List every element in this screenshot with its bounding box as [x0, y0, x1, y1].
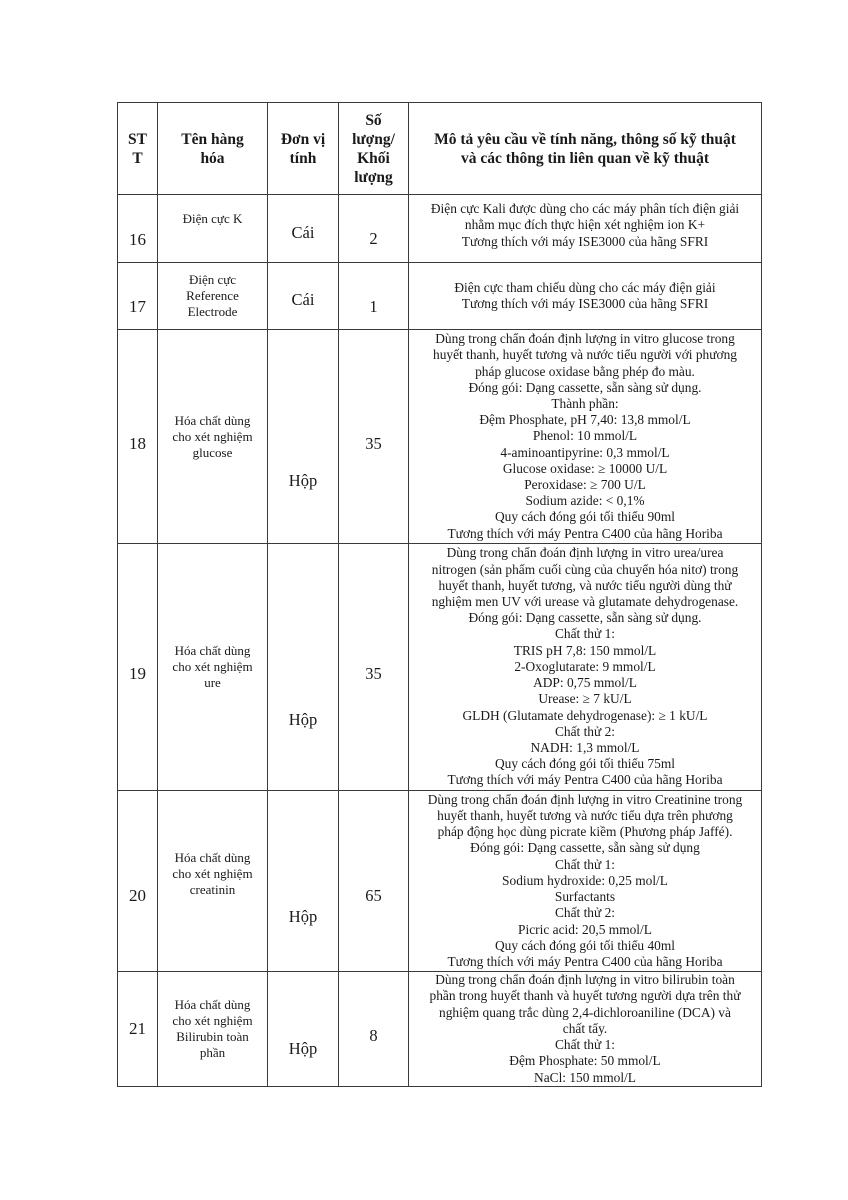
description-line: Chất thử 1: — [554, 1037, 616, 1053]
description-line: huyết thanh, huyết tương, và nước tiểu người dùng thử — [438, 577, 732, 593]
header-qty-line: Số — [365, 111, 382, 129]
cell-stt — [118, 263, 158, 330]
description-line: Điện cực tham chiếu dùng cho các máy điện giải — [454, 279, 716, 295]
cell-stt — [118, 791, 158, 972]
description-line: Dùng trong chẩn đoán định lượng in vitro bilirubin toàn — [435, 972, 735, 988]
item-name-line: creatinin — [189, 882, 236, 897]
cell-unit — [268, 195, 339, 263]
header-row — [118, 103, 762, 195]
table-body — [118, 195, 762, 1087]
header-qty — [339, 103, 409, 195]
unit-value: Hộp — [288, 1039, 318, 1058]
description-line: Phenol: 10 mmol/L — [532, 428, 638, 444]
header-name-line: hóa — [200, 149, 225, 167]
description-line: Đóng gói: Dạng cassette, sẵn sàng sử dụng. — [468, 379, 702, 395]
table-row — [118, 263, 762, 330]
stt-value: 16 — [129, 229, 146, 249]
description-line: huyết thanh, huyết tương và nước tiểu người với phương — [433, 347, 737, 363]
header-qty-line: lượng — [354, 168, 393, 186]
cell-item-name — [158, 544, 268, 791]
description-line: TRIS pH 7,8: 150 mmol/L — [513, 642, 657, 658]
header-desc — [409, 103, 762, 195]
cell-item-name — [158, 972, 268, 1087]
item-name-line: cho xét nghiệm — [172, 866, 253, 881]
cell-quantity — [339, 195, 409, 263]
header-unit — [268, 103, 339, 195]
description-line: Quy cách đóng gói tối thiểu 90ml — [494, 509, 675, 525]
quantity-value: 65 — [365, 886, 382, 905]
description-line: 2-Oxoglutarate: 9 mmol/L — [514, 658, 656, 674]
quantity-value: 35 — [365, 664, 382, 683]
header-stt-line: T — [132, 149, 143, 167]
description-line: phần trong huyết thanh và huyết tương người dựa trên thử — [429, 988, 741, 1004]
item-name-line: Điện cực K — [182, 210, 243, 226]
item-name-line: cho xét nghiệm — [172, 659, 253, 674]
description-line: Glucose oxidase: ≥ 10000 U/L — [502, 460, 668, 476]
description-line: Quy cách đóng gói tối thiểu 40ml — [494, 937, 675, 953]
header-name-line: Tên hàng — [181, 130, 244, 148]
table-row — [118, 791, 762, 972]
header-desc-line: và các thông tin liên quan về kỹ thuật — [460, 149, 710, 167]
table-row — [118, 544, 762, 791]
description-line: Chất thử 1: — [554, 626, 616, 642]
stt-value: 18 — [129, 433, 146, 453]
item-name-line: Electrode — [187, 304, 238, 319]
header-stt-line: ST — [128, 130, 147, 148]
stt-value: 21 — [129, 1019, 146, 1038]
cell-quantity — [339, 330, 409, 544]
description-line: NADH: 1,3 mmol/L — [530, 739, 640, 755]
table-row — [118, 330, 762, 544]
quantity-value: 2 — [369, 228, 378, 248]
cell-description — [409, 330, 762, 544]
header-unit-line: tính — [289, 149, 317, 167]
header-stt — [118, 103, 158, 195]
specification-table — [117, 102, 762, 1087]
description-line: NaCl: 150 mmol/L — [534, 1069, 636, 1085]
header-unit-line: Đơn vị — [280, 130, 326, 148]
description-line: Sodium azide: < 0,1% — [525, 493, 645, 509]
description-line: Tương thích với máy ISE3000 của hãng SFRI — [461, 233, 709, 249]
cell-item-name — [158, 330, 268, 544]
description-line: nhằm mục đích thực hiện xét nghiệm ion K+ — [464, 217, 706, 233]
description-line: Dùng trong chẩn đoán định lượng in vitro glucose trong — [435, 331, 735, 347]
unit-value: Hộp — [288, 709, 318, 729]
quantity-value: 1 — [369, 297, 378, 316]
description-line: Thành phần: — [551, 395, 619, 411]
item-name-line: cho xét nghiệm — [172, 428, 253, 444]
stt-value: 17 — [129, 297, 146, 316]
description-line: Tương thích với máy Pentra C400 của hãng Horiba — [447, 525, 723, 541]
cell-quantity — [339, 972, 409, 1087]
item-name-line: Hóa chất dùng — [174, 997, 251, 1012]
unit-value: Cái — [291, 222, 315, 242]
unit-value: Cái — [291, 290, 315, 309]
unit-value: Hộp — [288, 907, 318, 926]
description-line: Dùng trong chẩn đoán định lượng in vitro Creatinine trong — [427, 791, 743, 807]
description-line: Tương thích với máy Pentra C400 của hãng Horiba — [447, 953, 723, 969]
description-line: Đóng gói: Dạng cassette, sẵn sàng sử dụng — [470, 840, 700, 856]
description-line: Đóng gói: Dạng cassette, sẵn sàng sử dụng. — [468, 610, 702, 626]
item-name-line: Hóa chất dùng — [174, 643, 251, 658]
cell-stt — [118, 972, 158, 1087]
description-line: pháp glucose oxidase bằng phép đo màu. — [475, 363, 695, 379]
description-line: nghiệm men UV với urease và glutamate dehydrogenase. — [431, 594, 739, 610]
cell-unit — [268, 330, 339, 544]
table-row — [118, 195, 762, 263]
cell-unit — [268, 972, 339, 1087]
item-name-line: Hóa chất dùng — [174, 850, 251, 865]
cell-unit — [268, 544, 339, 791]
description-line: pháp động học dùng picrate kiềm (Phương pháp Jaffé). — [437, 824, 733, 840]
item-name-line: phần — [199, 1045, 226, 1060]
cell-description — [409, 195, 762, 263]
description-line: Picric acid: 20,5 mmol/L — [518, 921, 652, 937]
item-name-line: Bilirubin toàn — [176, 1029, 249, 1044]
item-name-line: Hóa chất dùng — [174, 412, 251, 428]
description-line: chất tẩy. — [562, 1020, 608, 1036]
description-line: Tương thích với máy ISE3000 của hãng SFRI — [461, 296, 709, 311]
description-line: Quy cách đóng gói tối thiểu 75ml — [494, 756, 675, 772]
cell-unit — [268, 263, 339, 330]
header-qty-line: Khối — [357, 149, 390, 167]
cell-quantity — [339, 263, 409, 330]
header-name — [158, 103, 268, 195]
description-line: Đệm Phosphate: 50 mmol/L — [509, 1053, 661, 1069]
description-line: GLDH (Glutamate dehydrogenase): ≥ 1 kU/L — [462, 707, 708, 723]
cell-description — [409, 972, 762, 1087]
cell-item-name — [158, 195, 268, 263]
stt-value: 20 — [129, 886, 146, 905]
cell-description — [409, 263, 762, 330]
description-line: Dùng trong chẩn đoán định lượng in vitro urea/urea — [446, 545, 724, 561]
quantity-value: 8 — [369, 1026, 378, 1045]
stt-value: 19 — [129, 664, 146, 683]
item-name-line: Điện cực — [188, 272, 237, 287]
cell-item-name — [158, 263, 268, 330]
cell-description — [409, 544, 762, 791]
cell-stt — [118, 330, 158, 544]
description-line: Urease: ≥ 7 kU/L — [538, 691, 632, 707]
item-name-line: cho xét nghiệm — [172, 1013, 253, 1028]
cell-quantity — [339, 544, 409, 791]
table-row — [118, 972, 762, 1087]
description-line: Đệm Phosphate, pH 7,40: 13,8 mmol/L — [479, 412, 691, 428]
description-line: Tương thích với máy Pentra C400 của hãng Horiba — [447, 772, 723, 788]
description-line: Sodium hydroxide: 0,25 mol/L — [502, 872, 668, 888]
header-desc-line: Mô tả yêu cầu về tính năng, thông số kỹ thuật — [434, 130, 736, 148]
item-name-line: ure — [204, 675, 221, 690]
cell-quantity — [339, 791, 409, 972]
description-line: Chất thử 2: — [554, 723, 616, 739]
item-name-line: Reference — [186, 288, 239, 303]
description-line: Điện cực Kali được dùng cho các máy phân tích điện giải — [430, 201, 740, 217]
cell-unit — [268, 791, 339, 972]
description-line: ADP: 0,75 mmol/L — [533, 675, 637, 691]
quantity-value: 35 — [365, 433, 382, 453]
description-line: Chất thử 2: — [554, 905, 616, 921]
description-line: Chất thử 1: — [554, 856, 616, 872]
cell-stt — [118, 544, 158, 791]
item-name-line: glucose — [192, 444, 233, 460]
cell-stt — [118, 195, 158, 263]
description-line: 4-aminoantipyrine: 0,3 mmol/L — [500, 444, 670, 460]
description-line: Peroxidase: ≥ 700 U/L — [524, 477, 646, 492]
cell-description — [409, 791, 762, 972]
description-line: huyết thanh, huyết tương và nước tiểu dựa trên phương — [437, 808, 733, 824]
unit-value: Hộp — [288, 470, 318, 490]
cell-item-name — [158, 791, 268, 972]
description-line: nghiệm quang trắc dùng 2,4-dichloroaniline (DCA) và — [439, 1004, 731, 1020]
description-line: nitrogen (sản phẩm cuối cùng của chuyển hóa nitơ) trong — [431, 561, 739, 577]
header-qty-line: lượng/ — [352, 130, 395, 148]
description-line: Surfactants — [554, 889, 616, 905]
